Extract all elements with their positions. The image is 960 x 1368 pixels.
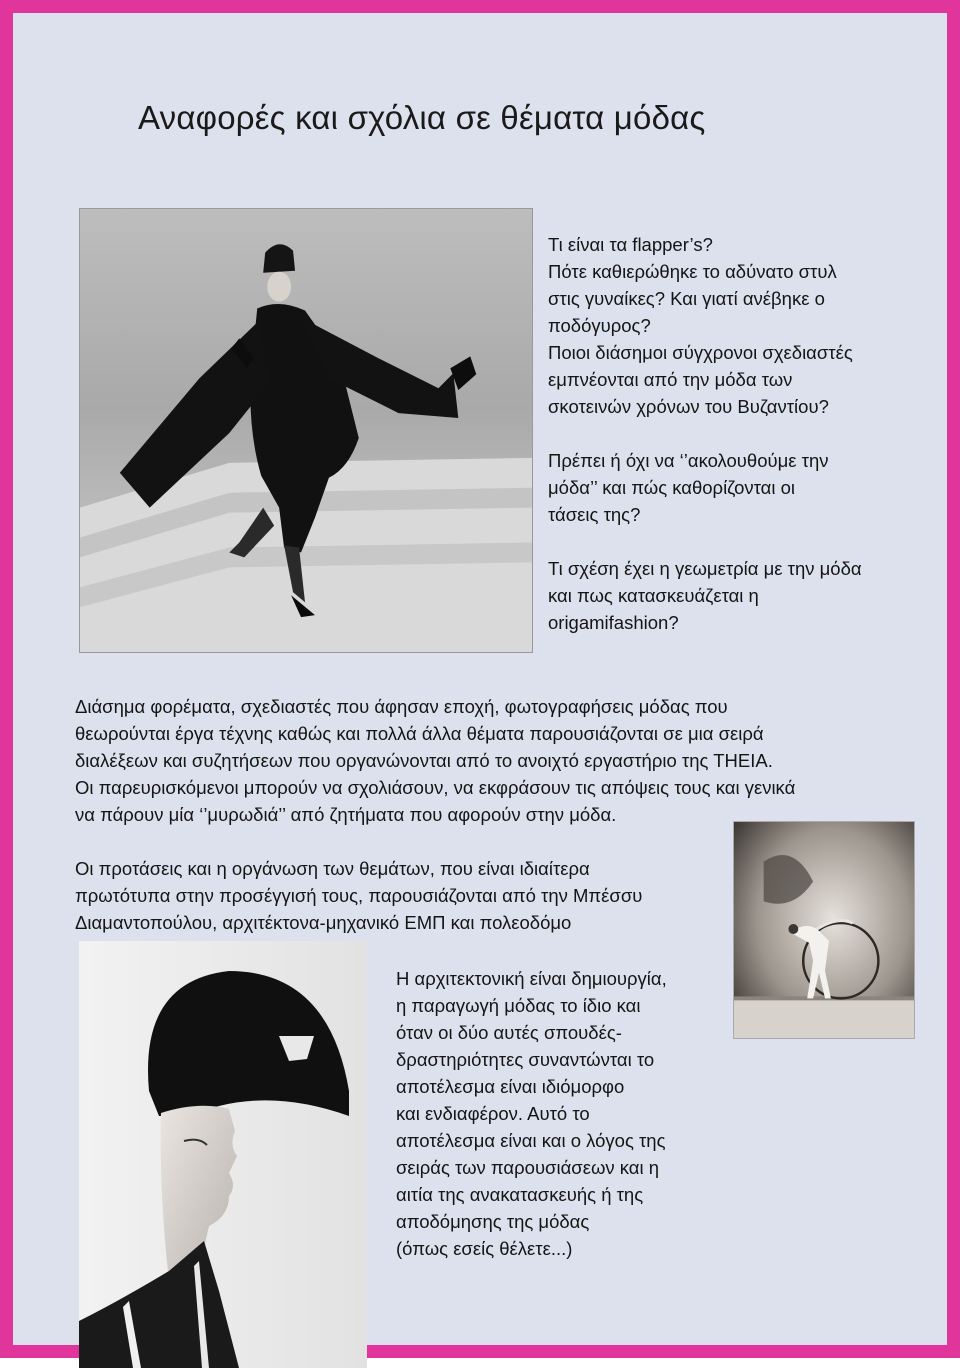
intro-paragraph [75, 693, 925, 828]
quote-paragraph [396, 965, 736, 1262]
question-line: Πότε καθιερώθηκε το αδύνατο στυλ [548, 261, 837, 282]
quote-line: αποδόμησης της μόδας [396, 1211, 590, 1232]
question-paragraph [548, 231, 928, 420]
intro-line: θεωρούνται έργα τέχνης καθώς και πολλά άλλα θέματα παρουσιάζονται σε μια σειρά [75, 723, 764, 744]
question-line: Τι σχέση έχει η γεωμετρία με την μόδα [548, 558, 862, 579]
proposal-line: Οι προτάσεις και η οργάνωση των θεμάτων, που είναι ιδιαίτερα [75, 858, 590, 879]
proposal-line: πρωτότυπα στην προσέγγισή τους, παρουσιάζονται από την Μπέσσυ [75, 885, 643, 906]
quote-line: Η αρχιτεκτονική είναι δημιουργία, [396, 968, 667, 989]
question-line: Πρέπει ή όχι να ‘’ακολουθούμε την [548, 450, 829, 471]
question-line: μόδα’’ και πώς καθορίζονται οι [548, 477, 796, 498]
proposal-paragraph [75, 855, 735, 936]
cloche-hat-portrait-image [79, 941, 367, 1368]
fashion-photo-black-coat [79, 208, 533, 653]
dancer-hoop-photo-image [734, 822, 914, 1038]
question-line: ποδόγυρος? [548, 315, 651, 336]
question-paragraph [548, 555, 928, 636]
question-line: Τι είναι τα flapper’s? [548, 234, 713, 255]
quote-line: αιτία της ανακατασκευής ή της [396, 1184, 644, 1205]
question-line: και πως κατασκευάζεται η [548, 585, 759, 606]
quote-line: σειράς των παρουσιάσεων και η [396, 1157, 660, 1178]
quote-line: η παραγωγή μόδας το ίδιο και [396, 995, 641, 1016]
proposal-line: Διαμαντοπούλου, αρχιτέκτονα-μηχανικό ΕΜΠ και πολεοδόμο [75, 912, 572, 933]
question-paragraph [548, 447, 928, 528]
cloche-hat-portrait [79, 941, 367, 1368]
page-title: Αναφορές και σχόλια σε θέματα μόδας [138, 99, 706, 136]
questions-block [548, 231, 928, 663]
intro-line: Διάσημα φορέματα, σχεδιαστές που άφησαν εποχή, φωτογραφήσεις μόδας που [75, 696, 728, 717]
quote-line: αποτέλεσμα είναι και ο λόγος της [396, 1130, 666, 1151]
question-line: εμπνέονται από την μόδα των [548, 369, 793, 390]
question-line: σκοτεινών χρόνων του Βυζαντίου? [548, 396, 829, 417]
quote-line: όταν οι δύο αυτές σπουδές- [396, 1022, 622, 1043]
quote-line: (όπως εσείς θέλετε...) [396, 1238, 573, 1259]
question-line: origamifashion? [548, 612, 679, 633]
question-line: τάσεις της? [548, 504, 641, 525]
quote-line: δραστηριότητες συναντώνται το [396, 1049, 655, 1070]
fashion-photo-black-coat-image [80, 209, 532, 652]
question-line: Ποιοι διάσημοι σύγχρονοι σχεδιαστές [548, 342, 853, 363]
quote-line: και ενδιαφέρον. Αυτό το [396, 1103, 590, 1124]
intro-line: διαλέξεων και συζητήσεων που οργανώνονται από το ανοιχτό εργαστήριο της ΤΗΕΙΑ. [75, 750, 773, 771]
intro-line: Οι παρευρισκόμενοι μπορούν να σχολιάσουν, να εκφράσουν τις απόψεις τους και γενικά [75, 777, 796, 798]
question-line: στις γυναίκες? Και γιατί ανέβηκε ο [548, 288, 825, 309]
dancer-hoop-photo [733, 821, 915, 1039]
quote-line: αποτέλεσμα είναι ιδιόμορφο [396, 1076, 625, 1097]
intro-line: να πάρουν μία ‘’μυρωδιά’’ από ζητήματα που αφορούν στην μόδα. [75, 804, 617, 825]
